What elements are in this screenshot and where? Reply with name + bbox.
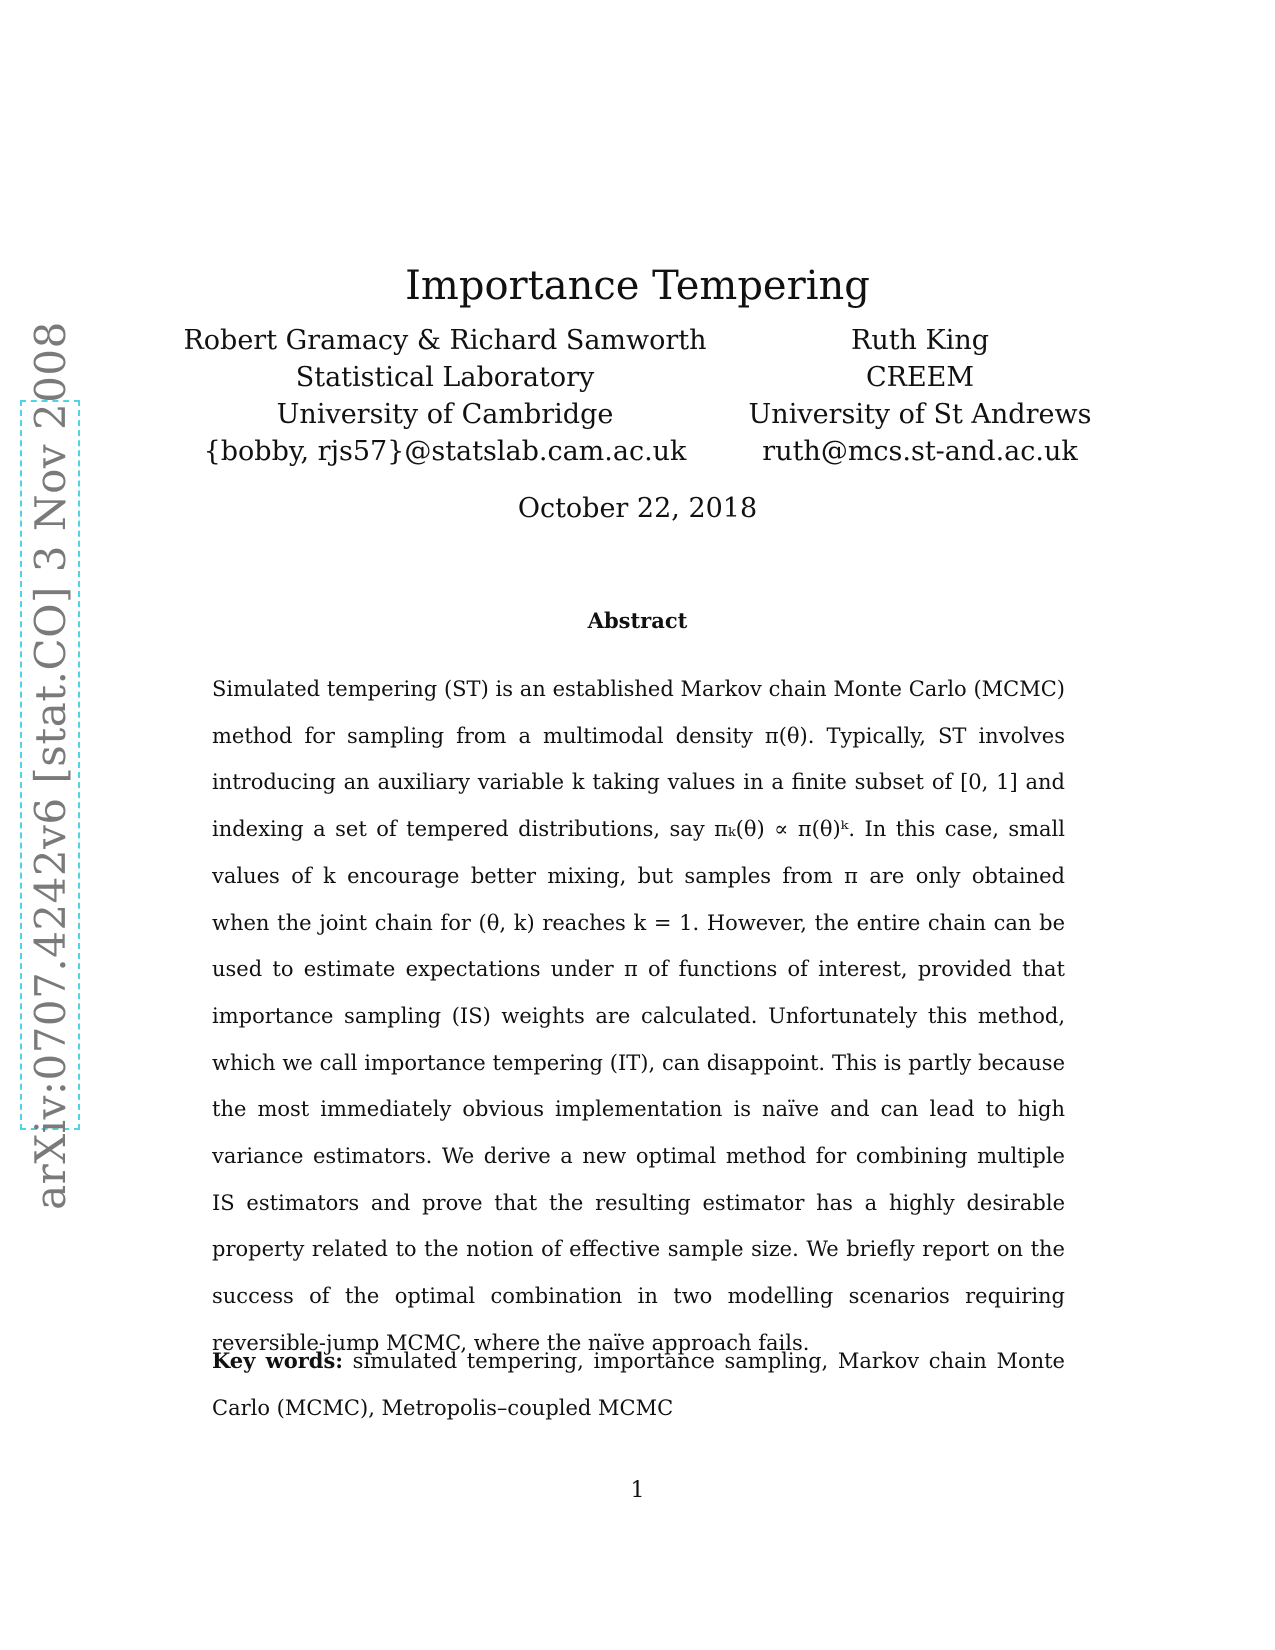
paper-date: October 22, 2018 [517,493,758,524]
keywords [212,1338,1065,1431]
arxiv-stamp-text: arXiv:0707.4242v6 [stat.CO] 3 Nov 2008 [25,320,75,1210]
author-names: Ruth King [850,325,990,356]
abstract-text: Simulated tempering (ST) is an established Markov chain Monte Carlo (MCMC) method for sampling from a multimodal density π(θ). Typically, ST involves introducing an auxiliary variable k taking values in a finite subset of [0, 1] and indexing a set of tempered distributions, say πₖ(θ) ∝ π(θ)ᵏ. In this case, small values of k encourage better mixing, but samples from π are only obtained when the joint chain for (θ, k) reaches k = 1. However, the entire chain can be used to estimate expectations under π of functions of interest, provided that importance sampling (IS) weights are calculated. Unfortunately this method, which we call importance tempering (IT), can disappoint. This is partly because the most immediately obvious implementation is naïve and can lead to high variance estimators. We derive a new optimal method for combining multiple IS estimators and prove that the resulting estimator has a highly desirable property related to the notion of effective sample size. We briefly report on the success of the optimal combination in two modelling scenarios requiring reversible-jump MCMC, where the naïve approach fails. [212,677,1065,1355]
keywords-label: Key words: [212,1348,344,1373]
author-names: Robert Gramacy & Richard Samworth [183,325,707,356]
abstract-heading: Abstract [587,608,688,633]
author-block-cambridge [180,322,710,470]
author-email: ruth@mcs.st-and.ac.uk [762,436,1078,467]
author-institution: University of St Andrews [748,399,1092,430]
author-department: Statistical Laboratory [295,362,595,393]
page-number: 1 [630,1478,645,1503]
author-institution: University of Cambridge [276,399,614,430]
author-department: CREEM [865,362,975,393]
keywords-text: simulated tempering, importance sampling, Markov chain Monte Carlo (MCMC), Metropolis–coupled MCMC [212,1349,1065,1420]
paper-title: Importance Tempering [405,262,870,309]
author-email: {bobby, rjs57}@statslab.cam.ac.uk [203,436,687,467]
author-block-st-andrews [740,322,1100,470]
